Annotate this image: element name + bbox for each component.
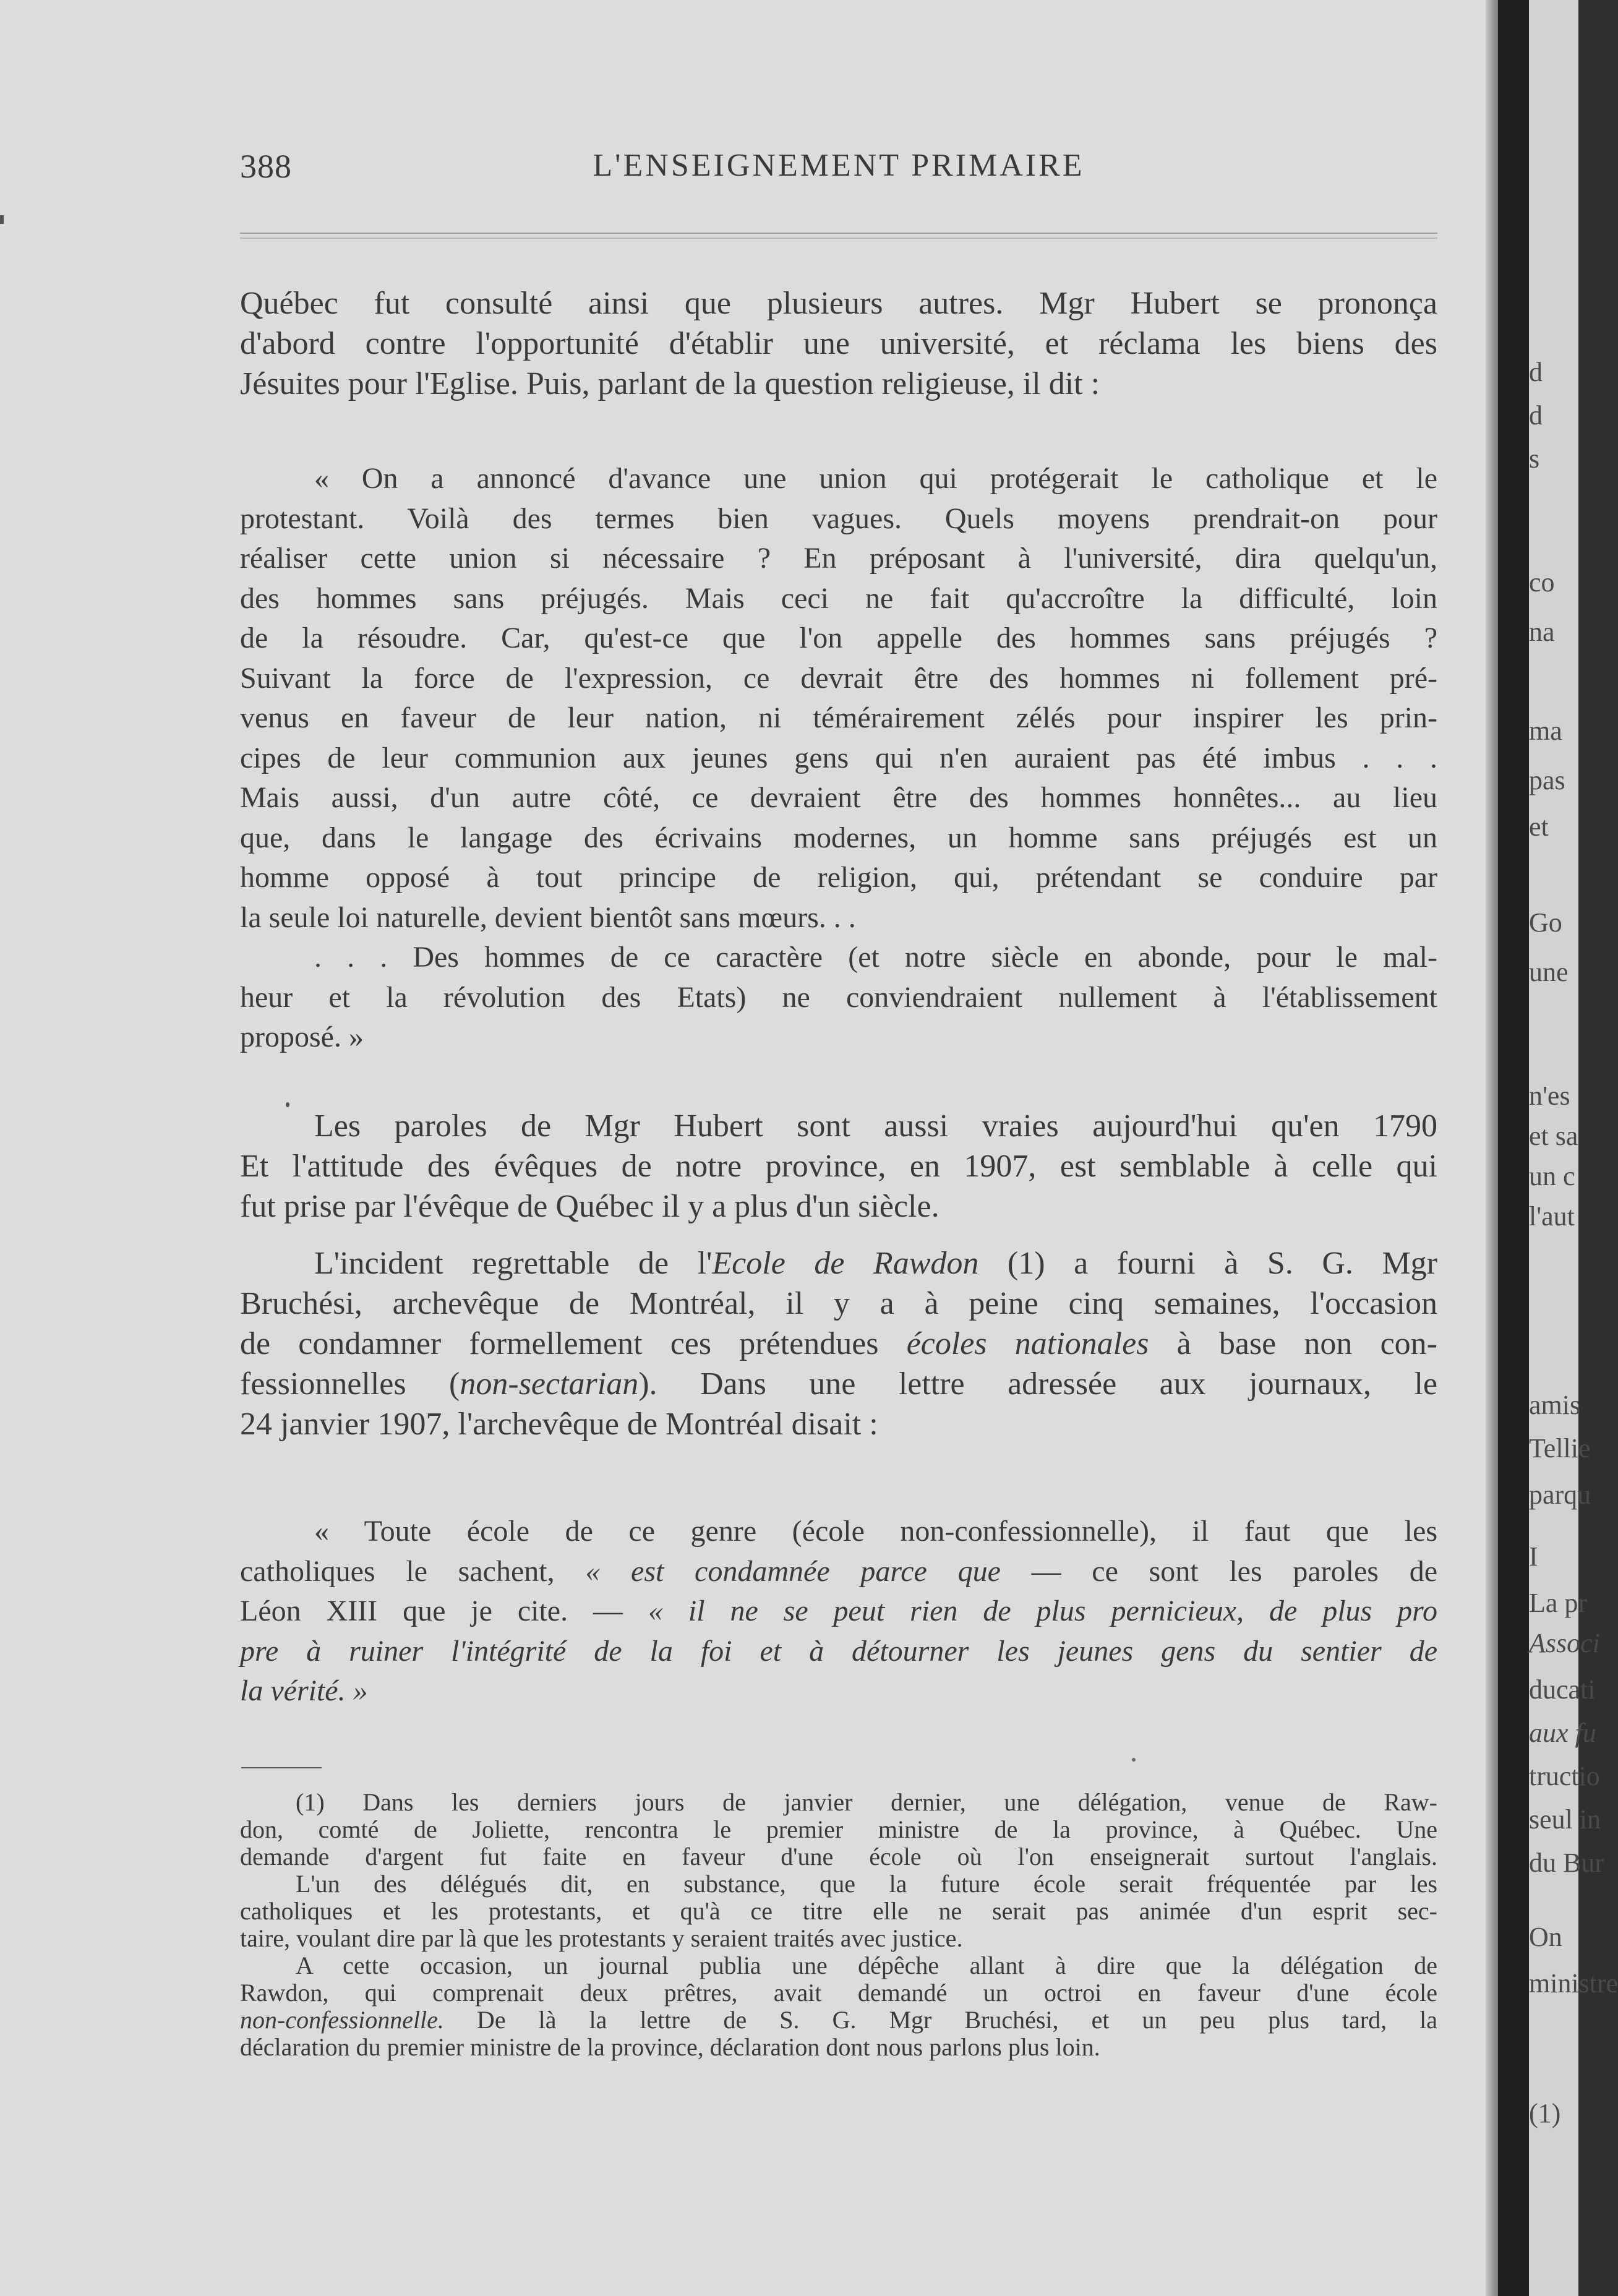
scan-mark (0, 215, 4, 224)
quote-line: des hommes sans préjugés. Mais ceci ne fait qu'accroître la difficulté, loin (240, 581, 1437, 615)
fragment: n'es (1529, 1081, 1570, 1111)
italic-run: Ecole de Rawdon (712, 1246, 979, 1281)
quote-bruchesi (240, 1512, 1437, 1711)
text-run: L'incident regrettable de l' (314, 1246, 713, 1281)
quote-line: protestant. Voilà des termes bien vagues. Quels moyens prendrait-on pour (240, 502, 1437, 535)
fragment: tructio (1529, 1761, 1600, 1791)
text-run: fessionnelles ( (240, 1366, 460, 1402)
quote-line: « On a annoncé d'avance une union qui protégerait le catholique et le (314, 462, 1437, 495)
fragment: Go (1529, 907, 1562, 938)
fragment: du Bur (1529, 1848, 1604, 1878)
text-run: de condamner formellement ces prétendues (240, 1326, 907, 1361)
text-line: Les paroles de Mgr Hubert sont aussi vraies aujourd'hui qu'en 1790 (314, 1108, 1437, 1144)
adjacent-page-edge (1529, 0, 1618, 2296)
fragment: et (1529, 812, 1549, 842)
italic-run: la vérité. » (240, 1674, 368, 1707)
ink-speck (1132, 1758, 1136, 1762)
text-line: Jésuites pour l'Eglise. Puis, parlant de la question religieuse, il dit : (240, 366, 1100, 401)
footnote-line: L'un des délégués dit, en substance, que la future école serait fréquentée par les (296, 1870, 1437, 1898)
quote-line: Mais aussi, d'un autre côté, ce devraient être des hommes honnêtes... au lieu (240, 781, 1437, 814)
text-line: fut prise par l'évêque de Québec il y a plus d'un siècle. (240, 1189, 940, 1224)
fragment: Tellie (1529, 1433, 1591, 1463)
paragraph-3 (240, 1243, 1437, 1444)
fragment: s (1529, 443, 1540, 474)
paragraph-1 (240, 283, 1437, 404)
fragment: ministre (1529, 1968, 1618, 1998)
quote-line (240, 1552, 1437, 1592)
quote-line: cipes de leur communion aux jeunes gens qui n'en auraient pas été imbus . . . (240, 741, 1437, 774)
fragment: seul in (1529, 1804, 1601, 1835)
paragraph-2 (240, 1106, 1437, 1227)
italic-run: non-sectarian (460, 1366, 639, 1402)
fragment: aux fu (1529, 1718, 1596, 1748)
fragment: na (1529, 617, 1555, 647)
quote-line (240, 1671, 1437, 1711)
text-line: 24 janvier 1907, l'archevêque de Montréal disait : (240, 1407, 878, 1442)
fragment: d (1529, 357, 1543, 387)
text-run: catholiques le sachent, (240, 1554, 586, 1588)
fragment: La pr (1529, 1588, 1588, 1618)
page-number: 388 (240, 148, 292, 185)
fragment: un c (1529, 1161, 1575, 1191)
fragment: l'aut (1529, 1201, 1575, 1232)
quote-line: la seule loi naturelle, devient bientôt sans mœurs. . . (240, 901, 856, 934)
italic-run: non-confessionnelle. (240, 2006, 444, 2034)
footnote-line: Rawdon, qui comprenait deux prêtres, avait demandé un octroi en faveur d'une école (240, 1979, 1437, 2007)
quote-line: . . . Des hommes de ce caractère (et notre siècle en abonde, pour le mal- (314, 941, 1437, 974)
quote-line: heur et la révolution des Etats) ne conviendraient nullement à l'établissement (240, 980, 1437, 1014)
footnote-line: A cette occasion, un journal publia une dépêche allant à dire que la délégation de (296, 1951, 1437, 1979)
text-run: De là la lettre de S. G. Mgr Bruchési, et un peu plus tard, la (443, 2006, 1437, 2034)
text-run: Léon XIII que je cite. — (240, 1595, 648, 1627)
text-run: à base non con- (1149, 1326, 1438, 1361)
footnote-line: don, comté de Joliette, rencontra le premier ministre de la province, à Québec. Une (240, 1815, 1437, 1843)
fragment: pas (1529, 765, 1565, 795)
text-line: Et l'attitude des évêques de notre province, en 1907, est semblable à celle qui (240, 1149, 1437, 1184)
fragment: On (1529, 1922, 1562, 1952)
quote-line: de la résoudre. Car, qu'est-ce que l'on appelle des hommes sans préjugés ? (240, 622, 1437, 654)
footnote-line: taire, voulant dire par là que les protestants y seraient traités avec justice. (240, 1924, 963, 1952)
fragment: ma (1529, 716, 1562, 746)
quote-line: venus en faveur de leur nation, ni témérairement zélés pour inspirer les prin- (240, 701, 1437, 734)
fragment: ducati (1529, 1674, 1596, 1705)
fragment: une (1529, 957, 1569, 987)
footnote-line: demande d'argent fut faite en faveur d'une école où l'on enseignerait surtout l'anglais. (240, 1843, 1437, 1870)
quote-line (240, 1591, 1437, 1632)
quote-line: « Toute école de ce genre (école non-confessionnelle), il faut que les (314, 1515, 1437, 1548)
italic-run: « est condamnée parce que (585, 1554, 1001, 1588)
page-edge-shadow (1486, 0, 1498, 2296)
text-line: d'abord contre l'opportunité d'établir une université, et réclama les biens des (240, 326, 1437, 361)
quote-line: Suivant la force de l'expression, ce devrait être des hommes ni follement pré- (240, 661, 1437, 695)
running-title: L'ENSEIGNEMENT PRIMAIRE (593, 148, 1085, 183)
fragment: d (1529, 400, 1543, 430)
text-line (240, 1364, 1437, 1404)
footnote-line: (1) Dans les derniers jours de janvier dernier, une délégation, venue de Raw- (296, 1788, 1437, 1816)
italic-run: « il ne se peut rien de plus pernicieux, de plus pro (648, 1595, 1438, 1627)
italic-run: écoles nationales (906, 1326, 1149, 1361)
text-line: Bruchési, archevêque de Montréal, il y a à peine cinq semaines, l'occasion (240, 1286, 1437, 1321)
quote-line: réaliser cette union si nécessaire ? En préposant à l'université, dira quelqu'un, (240, 542, 1437, 575)
footnote-line (240, 2007, 1437, 2034)
text-run: ). Dans une lettre adressée aux journaux, le (638, 1366, 1437, 1402)
quote-line: homme opposé à tout principe de religion, qui, prétendant se conduire par (240, 861, 1437, 894)
footnote-line: catholiques et les protestants, et qu'à ce titre elle ne serait pas animée d'un esprit sec- (240, 1897, 1437, 1925)
quote-line: que, dans le langage des écrivains modernes, un homme sans préjugés est un (240, 821, 1437, 854)
text-run: — ce sont les paroles de (1000, 1554, 1438, 1588)
fragment: co (1529, 567, 1555, 598)
footnote-line: déclaration du premier ministre de la province, déclaration dont nous parlons plus loin. (240, 2033, 1100, 2061)
quote-hubert (240, 459, 1437, 1058)
fragment: parqu (1529, 1480, 1591, 1510)
fragment: amis (1529, 1390, 1581, 1420)
fragment: Associ (1529, 1628, 1600, 1658)
quote-line: pre à ruiner l'intégrité de la foi et à détourner les jeunes gens du sentier de (240, 1634, 1437, 1668)
text-run: (1) a fourni à S. G. Mgr (978, 1246, 1437, 1281)
fragment: (1) (1529, 2098, 1561, 2128)
fragment: I (1529, 1541, 1538, 1572)
footnote (240, 1789, 1437, 2061)
book-gutter (1498, 0, 1529, 2296)
text-line (240, 1243, 1437, 1283)
quote-line: proposé. » (240, 1021, 364, 1053)
text-line (240, 1324, 1437, 1364)
fragment: et sa (1529, 1121, 1578, 1151)
footnote-rule (241, 1767, 322, 1768)
page-header (240, 147, 1437, 191)
header-rule (240, 233, 1437, 239)
text-line: Québec fut consulté ainsi que plusieurs autres. Mgr Hubert se prononça (240, 286, 1437, 321)
